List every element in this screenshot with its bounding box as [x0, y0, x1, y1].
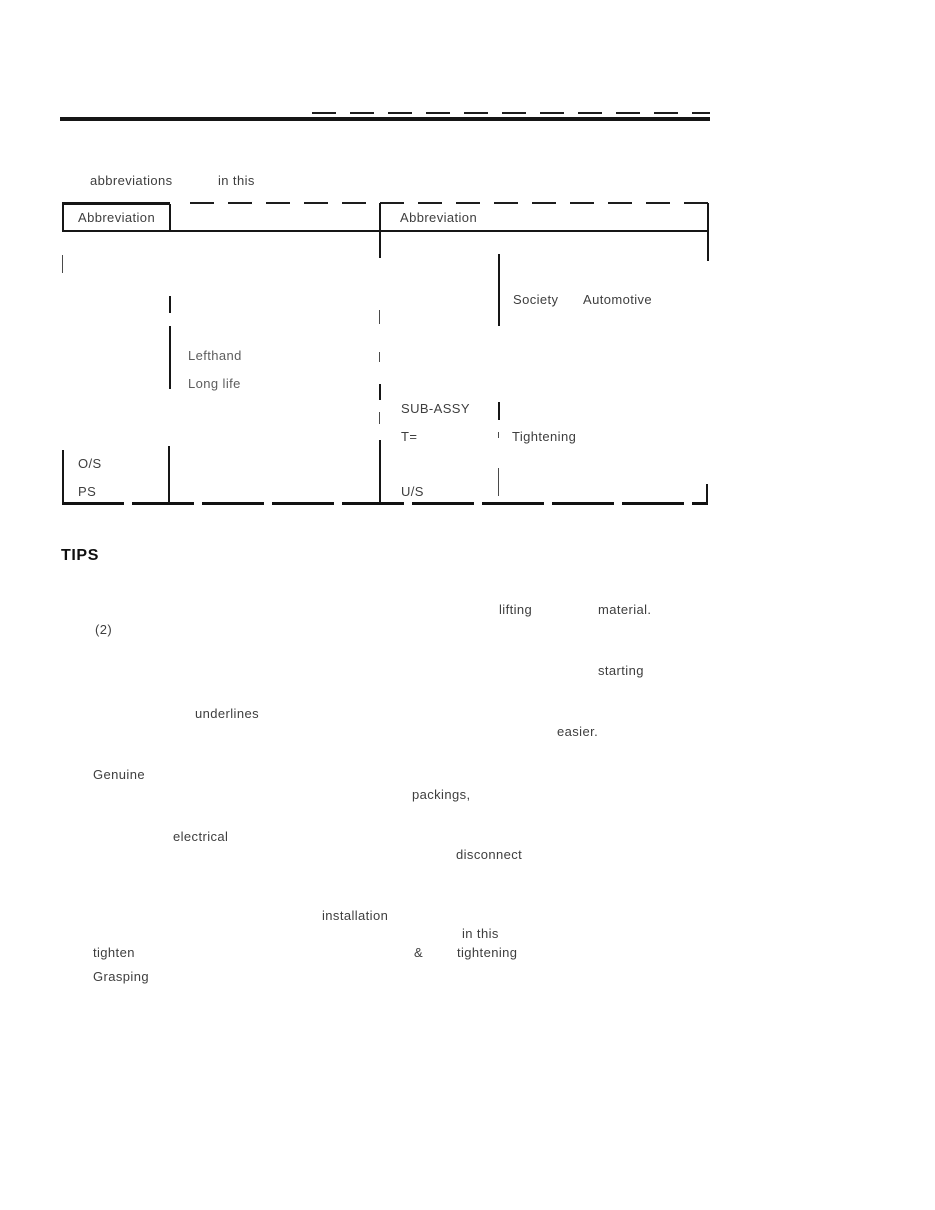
- tips-fragment-grasping: Grasping: [93, 969, 149, 984]
- table-right-border-fragment: [707, 203, 709, 261]
- table-cell-automotive: Automotive: [583, 292, 653, 307]
- table-cell-lefthand: Lefthand: [188, 348, 242, 363]
- table-column-divider-fragment: [169, 204, 171, 231]
- tips-fragment-easier: easier.: [557, 724, 599, 739]
- table-column-divider-fragment: [168, 446, 170, 503]
- tips-heading: TIPS: [61, 547, 99, 564]
- table-bottom-border: [62, 502, 708, 505]
- table-column-divider-fragment: [169, 326, 171, 389]
- table-column-divider-fragment: [498, 254, 500, 326]
- table-middle-divider-fragment: [379, 310, 380, 324]
- page-top-rule-dashed: [312, 112, 710, 114]
- table-middle-divider-fragment: [379, 412, 380, 424]
- tips-fragment-ampersand: &: [414, 945, 424, 960]
- table-left-border-fragment: [62, 450, 64, 503]
- table-middle-divider-fragment: [379, 352, 380, 362]
- table-cell-os: O/S: [78, 456, 102, 471]
- table-cell-sub-assy: SUB-ASSY: [401, 401, 470, 416]
- intro-fragment-in-this: in this: [218, 173, 255, 188]
- table-column-divider-fragment: [498, 432, 499, 438]
- tips-fragment-genuine: Genuine: [93, 767, 145, 782]
- table-middle-divider-fragment: [379, 440, 381, 503]
- tips-fragment-tighten: tighten: [93, 945, 135, 960]
- table-header-underline: [62, 230, 708, 232]
- table-cell-t-equals: T=: [401, 429, 418, 444]
- table-column-divider-fragment: [498, 468, 499, 496]
- tips-fragment-disconnect: disconnect: [456, 847, 523, 862]
- page-top-rule: [60, 117, 710, 121]
- table-top-border-fragment: [62, 202, 170, 205]
- tips-fragment-in-this: in this: [462, 926, 499, 941]
- tips-fragment-installation: installation: [322, 908, 389, 923]
- tips-list-marker-2: (2): [95, 622, 113, 637]
- tips-fragment-packings: packings,: [412, 787, 471, 802]
- tips-fragment-material: material.: [598, 602, 652, 617]
- tips-fragment-electrical: electrical: [173, 829, 229, 844]
- table-cell-long-life: Long life: [188, 376, 241, 391]
- table-left-border-fragment: [62, 203, 64, 232]
- table-middle-divider-fragment: [379, 203, 381, 258]
- table-header-right: Abbreviation: [400, 210, 478, 225]
- tips-fragment-underlines: underlines: [195, 706, 259, 721]
- tips-fragment-lifting: lifting: [499, 602, 533, 617]
- table-right-border-fragment: [706, 484, 708, 504]
- table-header-left: Abbreviation: [78, 210, 156, 225]
- table-cell-tightening: Tightening: [512, 429, 577, 444]
- intro-fragment-abbreviations: abbreviations: [90, 173, 173, 188]
- table-cell-ps: PS: [78, 484, 97, 499]
- table-left-border-fragment: [62, 255, 63, 273]
- table-top-border-fragment: [190, 202, 708, 204]
- tips-fragment-starting: starting: [598, 663, 644, 678]
- tips-fragment-tightening: tightening: [457, 945, 518, 960]
- table-middle-divider-fragment: [379, 384, 381, 400]
- table-cell-society: Society: [513, 292, 559, 307]
- table-column-divider-fragment: [498, 402, 500, 420]
- table-cell-us: U/S: [401, 484, 424, 499]
- table-column-divider-fragment: [169, 296, 171, 313]
